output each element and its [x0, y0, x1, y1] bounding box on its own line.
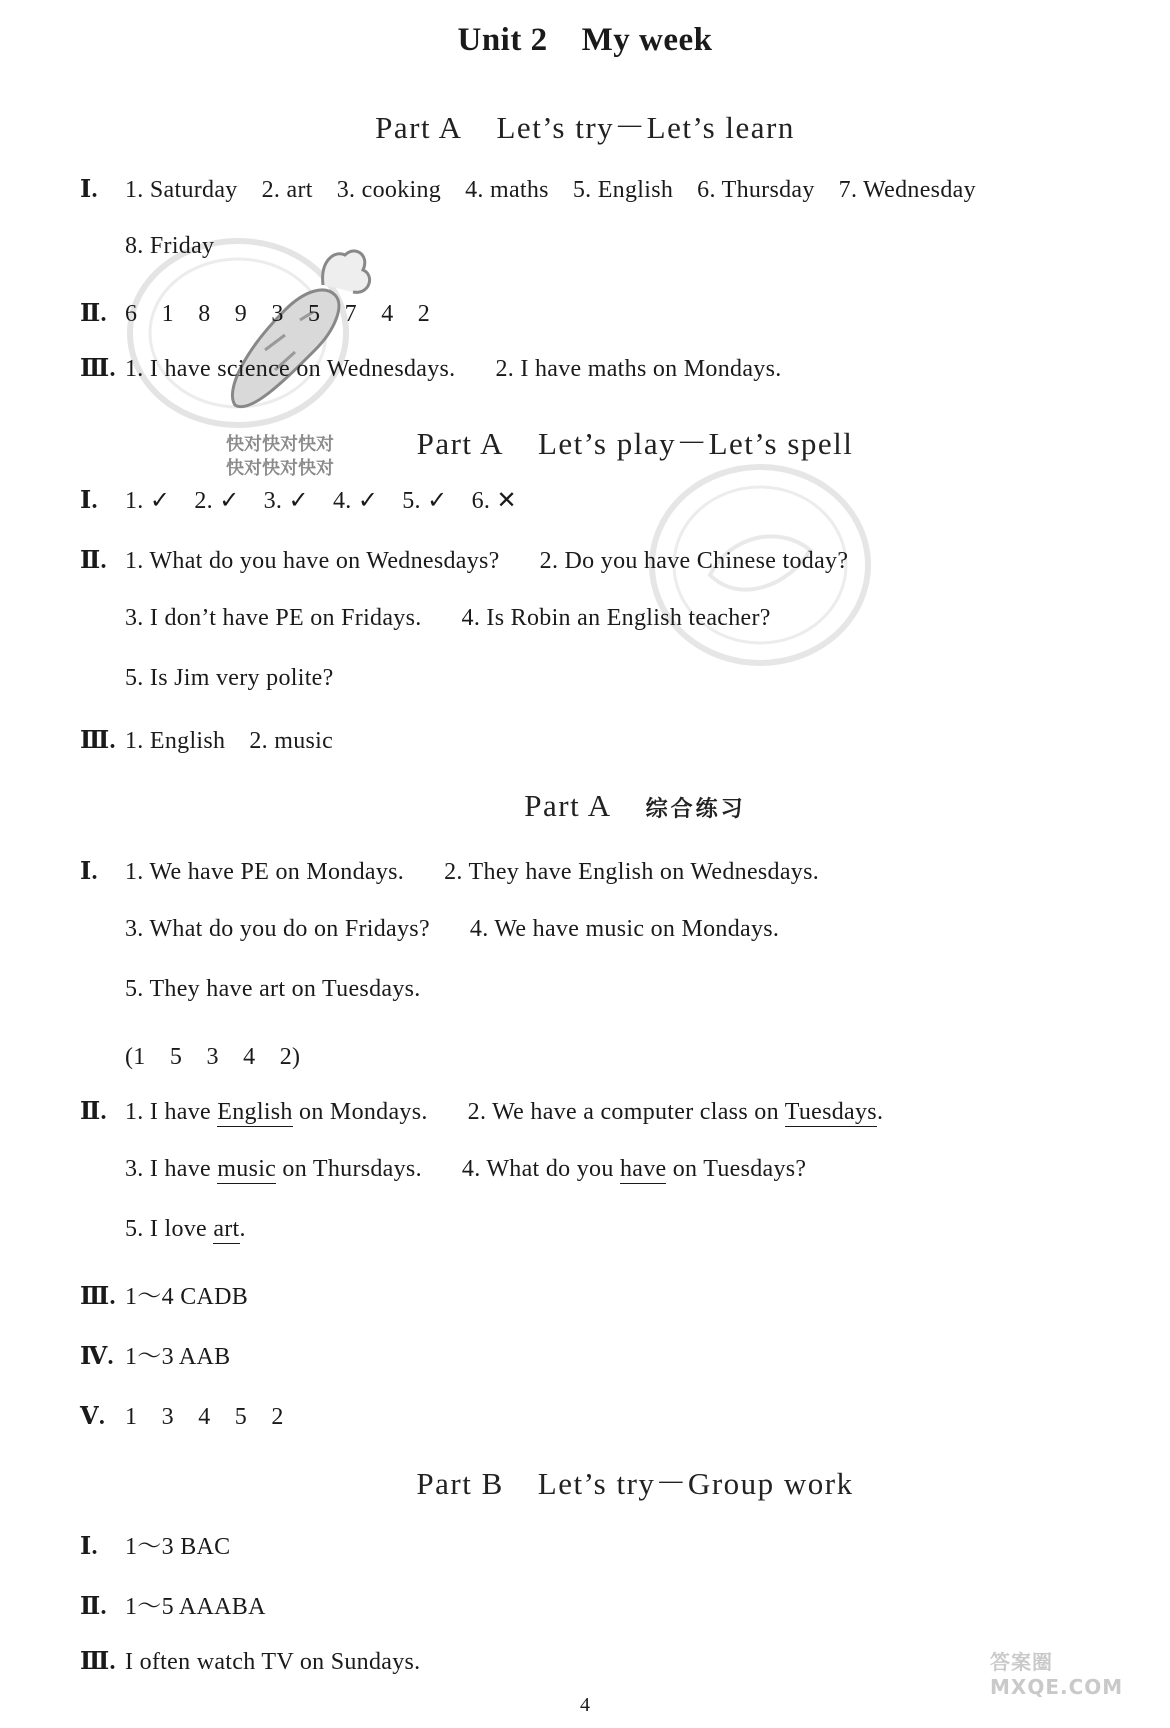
answer-text: 1～4 CADB: [125, 1284, 249, 1310]
s2-q3-line: [80, 725, 333, 755]
answer-text: 1～3 AAB: [125, 1344, 231, 1370]
roman-numeral: Ⅱ.: [80, 301, 107, 327]
underlined-answer: art: [213, 1216, 240, 1242]
s1-q2-line: [80, 293, 430, 328]
answer-text: 4. What do you: [461, 1156, 620, 1182]
answer-item: 2. Do you have Chinese today?: [539, 548, 849, 574]
underlined-answer: music: [217, 1156, 277, 1182]
answer-text: 1～5 AAABA: [125, 1594, 266, 1620]
roman-numeral: Ⅲ.: [80, 1284, 116, 1310]
answer-item: 1. We have PE on Mondays.: [125, 859, 405, 885]
underlined-answer: Tuesdays: [784, 1099, 877, 1125]
page-title: [0, 22, 1170, 59]
answer-text: on Thursdays.: [276, 1156, 422, 1182]
answer-text: 1 3 4 5 2: [125, 1404, 284, 1430]
roman-numeral: Ⅲ.: [80, 1649, 116, 1675]
underlined-answer: have: [619, 1156, 667, 1182]
answer-item: 5. English: [572, 177, 674, 203]
roman-numeral: Ⅰ.: [80, 859, 98, 885]
s3-q1-line2: [125, 916, 779, 943]
answer-text: on Tuesdays?: [666, 1156, 807, 1182]
site-logo: 答案圈 MXQE.COM: [990, 1650, 1124, 1699]
s3-q4-line: [80, 1336, 230, 1371]
s4-q2-line: [80, 1586, 266, 1621]
s1-q1-line: [80, 174, 976, 204]
answer-item: 3. cooking: [336, 177, 442, 203]
answer-item: 2. ✓: [194, 488, 240, 514]
s3-q2-line1: [80, 1096, 883, 1126]
answer-item: 5. ✓: [402, 488, 448, 514]
s2-q2-line3: 5. Is Jim very polite?: [125, 665, 334, 691]
answer-item: 6. ✕: [471, 488, 517, 514]
answer-item: 1. I have science on Wednesdays.: [125, 356, 456, 382]
answer-item: 1. English: [125, 728, 226, 754]
answer-text: 1～3 BAC: [125, 1534, 231, 1560]
answer-text: 6 1 8 9 3 5 7 4 2: [125, 301, 431, 327]
section-part: Part A: [524, 788, 612, 823]
s4-q3-line: [80, 1646, 420, 1676]
section-heading-2: [50, 418, 1170, 463]
section-heading-3: [50, 788, 1170, 824]
answer-text: 5. I love: [125, 1216, 214, 1242]
roman-numeral: Ⅰ.: [80, 177, 98, 203]
answer-item: 4. maths: [465, 177, 549, 203]
s4-q1-line: [80, 1526, 230, 1561]
answer-item: 7. Wednesday: [838, 177, 976, 203]
answer-item: 3. I don’t have PE on Fridays.: [125, 605, 422, 631]
roman-numeral: Ⅳ.: [80, 1344, 114, 1370]
answer-text: on Mondays.: [292, 1099, 428, 1125]
answer-text: .: [876, 1099, 884, 1125]
answer-item: 3. ✓: [263, 488, 309, 514]
section-name: Let’s try－Group work: [537, 1466, 854, 1501]
s2-q2-line1: [80, 545, 848, 575]
s3-q1-line1: [80, 856, 819, 886]
section-name: 综合练习: [645, 797, 746, 822]
s1-q1-line2: 8. Friday: [125, 233, 215, 259]
s3-q2-line3: [125, 1216, 246, 1243]
answer-text: 2. We have a computer class on: [467, 1099, 785, 1125]
roman-numeral: Ⅱ.: [80, 1099, 107, 1125]
section-name: Let’s try－Let’s learn: [496, 110, 795, 145]
answer-item: 4. We have music on Mondays.: [469, 916, 780, 942]
underlined-answer: English: [217, 1099, 293, 1125]
watermark-line-2: 快对快对快对: [226, 458, 334, 479]
unit-name: My week: [581, 22, 713, 58]
section-part: Part A: [375, 110, 463, 145]
section-part: Part A: [416, 426, 504, 461]
answer-item: 2. music: [249, 728, 334, 754]
roman-numeral: Ⅴ.: [80, 1404, 106, 1430]
answer-text: 3. I have: [125, 1156, 218, 1182]
section-heading-1: [0, 102, 1170, 147]
unit-label: Unit 2: [457, 22, 548, 58]
roman-numeral: Ⅱ.: [80, 1594, 107, 1620]
answer-item: 2. art: [261, 177, 313, 203]
roman-numeral: Ⅲ.: [80, 356, 116, 382]
section-name: Let’s play－Let’s spell: [537, 426, 854, 461]
s1-q3-line: [80, 353, 782, 383]
answer-text: 1. I have: [125, 1099, 218, 1125]
roman-numeral: Ⅲ.: [80, 728, 116, 754]
carrot-watermark-icon: [205, 240, 375, 420]
answer-text: .: [239, 1216, 246, 1242]
answer-item: 1. ✓: [125, 488, 171, 514]
roman-numeral: Ⅱ.: [80, 548, 107, 574]
s2-q2-line2: [125, 605, 771, 632]
section-part: Part B: [416, 1466, 504, 1501]
roman-numeral: Ⅰ.: [80, 1534, 98, 1560]
answer-item: 3. What do you do on Fridays?: [125, 916, 430, 942]
s3-q3-line: [80, 1276, 248, 1311]
s2-q1-line: [80, 485, 517, 515]
page-number: 4: [580, 1694, 590, 1716]
section-heading-4: [50, 1458, 1170, 1503]
s3-q5-line: [80, 1396, 284, 1431]
s3-q2-line2: [125, 1156, 806, 1183]
answer-item: 4. ✓: [332, 488, 379, 514]
answer-item: 1. Saturday: [125, 177, 238, 203]
answer-item: 2. I have maths on Mondays.: [495, 356, 782, 382]
watermark-line-1: 快对快对快对: [226, 434, 334, 455]
s3-q1-line3: 5. They have art on Tuesdays.: [125, 976, 421, 1002]
roman-numeral: Ⅰ.: [80, 488, 98, 514]
answer-text: I often watch TV on Sundays.: [125, 1649, 421, 1675]
answer-item: 2. They have English on Wednesdays.: [444, 859, 820, 885]
answer-item: 1. What do you have on Wednesdays?: [125, 548, 500, 574]
answer-item: 4. Is Robin an English teacher?: [461, 605, 771, 631]
s3-q1-line4: (1 5 3 4 2): [125, 1044, 301, 1070]
answer-item: 6. Thursday: [697, 177, 815, 203]
